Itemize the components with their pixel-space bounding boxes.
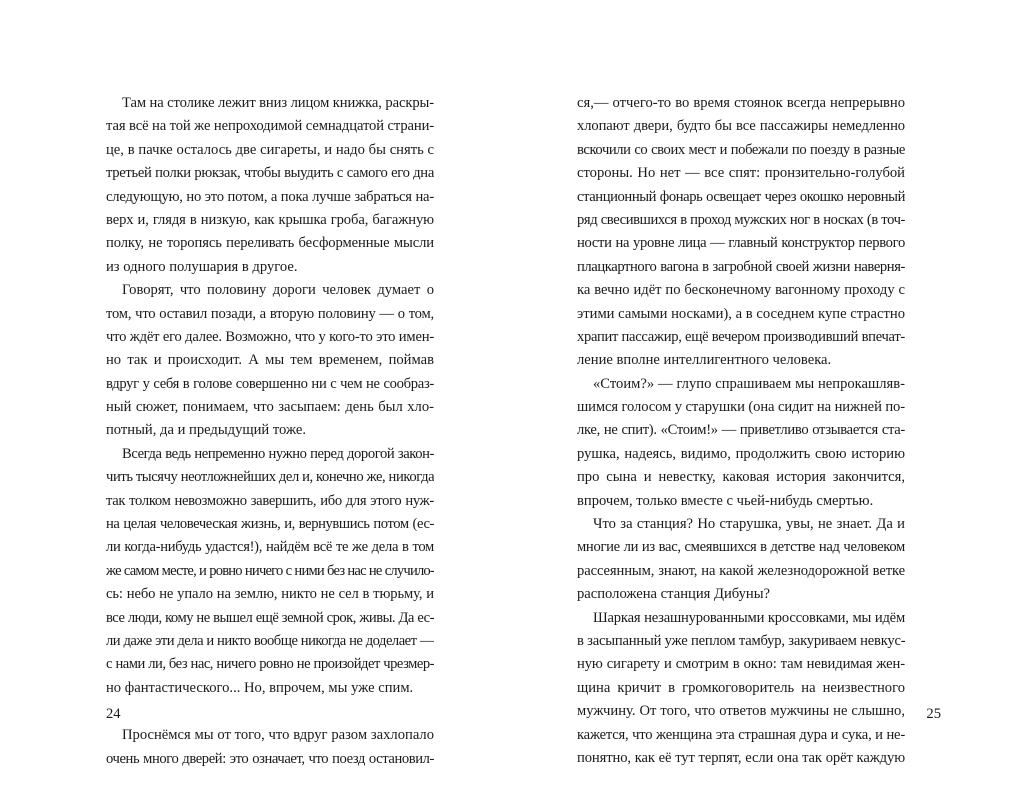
text-line: том, что оставил позади, а вторую половину — о том, [106, 305, 434, 322]
text-line: плацкартного вагона в загробной своей жизни наверня- [577, 258, 905, 275]
text-line: же самом месте, и ровно ничего с ними без нас не случило- [106, 562, 434, 579]
text-line: но так и происходит. А мы тем временем, поймав [106, 352, 434, 369]
text-line: шимся голосом у старушки (она сидит на нижней по- [577, 399, 905, 416]
text-line: все люди, кому не вышел ещё земной срок, живы. Да ес- [106, 609, 434, 626]
text-line: вскочили со своих мест и побежали по поезду в разные [577, 141, 905, 158]
text-line: вдруг у себя в голове совершенно ни с чем не сообраз- [106, 375, 434, 392]
text-line: кажется, что женщина эта страшная дура и сука, и не- [577, 726, 905, 743]
text-line: Что за станция? Но старушка, увы, не знает. Да и [593, 516, 905, 533]
text-line: це, в пачке осталось две сигареты, и надо бы снять с [106, 141, 434, 158]
text-line: щина кричит в громкоговоритель на неизвестного [577, 679, 905, 696]
text-line: очень много дверей: это означает, что поезд остановил- [106, 750, 434, 767]
text-line: из одного полушария в другое. [106, 258, 298, 275]
text-line: но фантастического... Но, впрочем, мы уже спим. [106, 679, 414, 696]
text-line: ную сигарету и смотрим в окно: там невидимая жен- [577, 656, 905, 673]
text-line: что ждёт его далее. Возможно, что у кого-то это имен- [106, 328, 434, 345]
text-line: потный, да и предыдущий тоже. [106, 422, 307, 439]
text-line: третьей полки рюкзак, чтобы выудить с самого его дна [106, 165, 434, 182]
text-line: «Стоим?» — глупо спрашиваем мы непрокашляв- [593, 375, 905, 392]
text-line: сь: небо не упало на землю, никто не сел в тюрьму, и [106, 586, 434, 603]
text-line: на целая человеческая жизнь, и, вернувшись потом (ес- [106, 516, 434, 533]
text-line: стороны. Но нет — все спят: пронзительно-голубой [577, 165, 905, 182]
text-line: Всегда ведь непременно нужно перед дорогой закон- [122, 445, 434, 462]
text-line: ный сюжет, понимаем, что засыпаем: день был хло- [106, 399, 434, 416]
text-line: ряд свесившихся в проход мужских ног в носках (в точ- [577, 211, 905, 228]
text-line: следующую, но это потом, а пока лучше забраться на- [106, 188, 434, 205]
text-line: Шаркая незашнурованными кроссовками, мы идём [593, 609, 905, 626]
left-page-text [106, 92, 434, 771]
right-page [507, 0, 1014, 800]
text-line: в засыпанный уже пеплом тамбур, закуриваем невкус- [577, 632, 905, 649]
text-line: полку, не торопясь переливать бесформенные мысли [106, 235, 434, 252]
text-line: ся,— отчего-то во время стоянок всегда непрерывно [577, 95, 905, 111]
text-line: так толком невозможно завершить, ибо для этого нуж- [106, 492, 434, 509]
text-line: верх и, глядя в низкую, как крышка гроба, багажную [106, 211, 434, 228]
text-line: Там на столике лежит вниз лицом книжка, раскры- [122, 95, 434, 111]
text-line: храпит пассажир, ещё вечером производивший впечат- [577, 328, 905, 345]
text-line: чить тысячу неотложнейших дел и, конечно же, никогда [106, 469, 434, 486]
text-line: ление вполне интеллигентного человека. [577, 352, 832, 369]
text-line: впрочем, только вместе с чьей-нибудь смертью. [577, 492, 874, 509]
text-line: рассеянным, знают, на какой железнодорожной ветке [577, 562, 905, 579]
text-line: рушка, надеясь, видимо, продолжить свою историю [577, 445, 905, 462]
section-break [106, 700, 434, 724]
text-line: ли даже эти дела и никто вообще никогда не доделает — [106, 632, 434, 649]
text-line: ка вечно идёт по бесконечному вагонному проходу с [577, 282, 905, 299]
text-line: понятно, как её тут терпят, если она так орёт каждую [577, 749, 905, 766]
text-line: с нами ли, без нас, ничего ровно не произойдет чрезмер- [106, 656, 434, 673]
text-line: станционный фонарь освещает через окошко неровный [577, 188, 905, 205]
text-line: многие ли из вас, смеявшихся в детстве над человеком [577, 539, 905, 556]
right-page-text [577, 92, 905, 770]
text-line: расположена станция Дибуны? [577, 586, 771, 603]
text-line: ли когда-нибудь удастся!), найдём всё те же дела в том [106, 539, 434, 556]
text-line: лке, не спит). «Стоим!» — приветливо отзывается ста- [577, 422, 905, 439]
text-line: про сына и невестку, каковая история закончится, [577, 469, 905, 486]
text-line: мужчину. От того, что ответов мужчины не слышно, [577, 703, 905, 720]
page-number: 24 [106, 706, 121, 722]
text-line: тая всё на той же непроходимой семнадцатой страни- [106, 118, 434, 135]
text-line: этими самыми носками), а в соседнем купе страстно [577, 305, 905, 322]
page-number: 25 [926, 706, 941, 722]
text-line: Проснёмся мы от того, что вдруг разом захлопало [122, 727, 434, 744]
text-line: ности на уровне лица — главный конструктор первого [577, 235, 905, 252]
text-line: хлопают двери, будто бы все пассажиры немедленно [577, 118, 905, 135]
text-line: Говорят, что половину дороги человек думает о [122, 282, 434, 299]
